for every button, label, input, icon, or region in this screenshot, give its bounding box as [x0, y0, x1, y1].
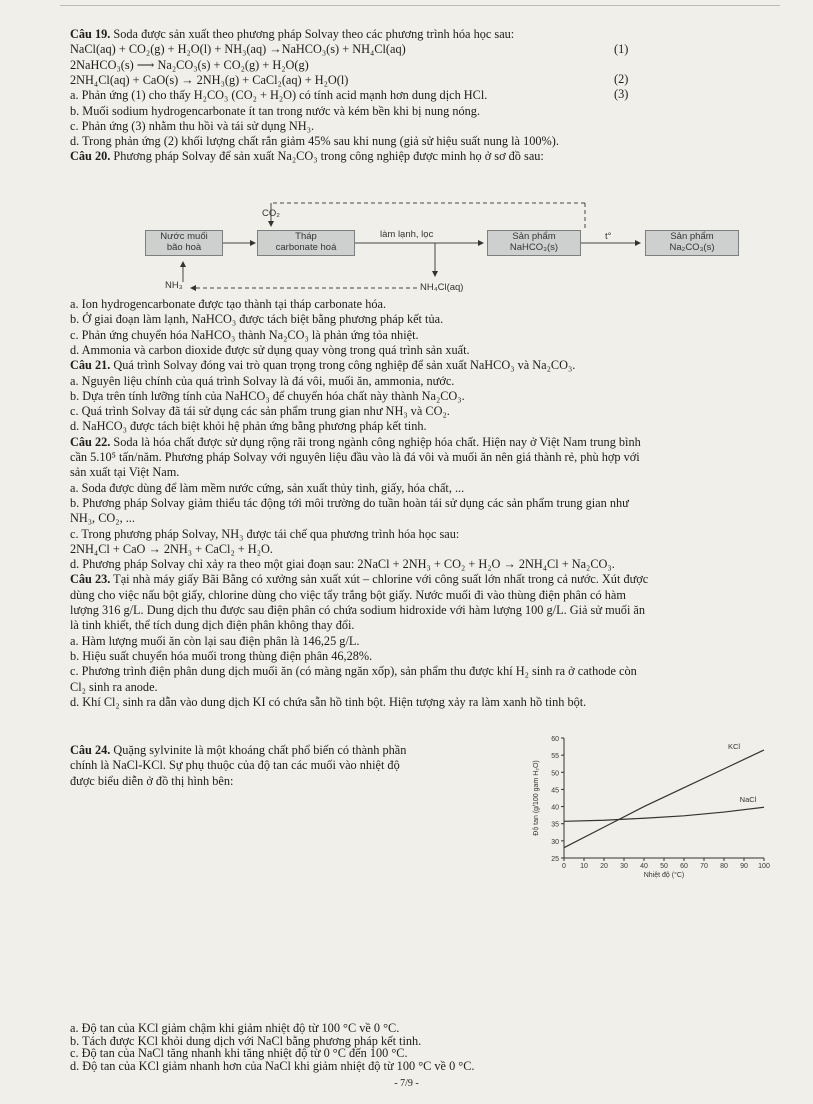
x-tick-label: 50: [660, 863, 668, 870]
x-tick-label: 70: [700, 863, 708, 870]
x-tick-label: 90: [740, 863, 748, 870]
text-line: 2NaHCO₃(s) ⟶ Na₂CO₃(s) + CO₂(g) + H₂O(g): [70, 57, 309, 72]
text-line: 2NH₄Cl(aq) + CaO(s) → 2NH₃(g) + CaCl₂(aq) + H₂O(l): [70, 72, 349, 87]
question-text: Phương pháp Solvay để sản xuất Na₂CO₃ trong công nghiệp được minh họ ở sơ đồ sau:: [110, 149, 544, 164]
series-label-kcl: KCl: [727, 742, 741, 752]
series-line-nacl: [564, 807, 764, 821]
text-line: [70, 358, 575, 373]
x-tick-label: 20: [600, 863, 608, 870]
question-text: Soda là hóa chất được sử dụng rộng rãi trong ngành công nghiệp hóa chất. Hiện nay ở Việt Nam trung bình: [110, 434, 641, 449]
text-line: a. Độ tan của KCl giảm chậm khi giảm nhiệt độ từ 100 °C về 0 °C.: [70, 1021, 400, 1035]
text-line: d. Độ tan của KCl giảm nhanh hơn của NaCl khi giảm nhiệt độ từ 100 °C về 0 °C.: [70, 1058, 475, 1073]
text-line: c. Phương trình điện phân dung dịch muối ăn (có màng ngăn xốp), sản phẩm thu được khí H₂ sinh ra ở cathode còn: [70, 664, 637, 679]
box-nahco3: [487, 230, 581, 256]
x-tick-label: 0: [562, 863, 566, 870]
text-line: d. NaHCO₃ được tách biệt khỏi hệ phản ứng bằng phương pháp kết tinh.: [70, 419, 427, 434]
text-line: sản xuất tại Việt Nam.: [70, 465, 180, 480]
text-line: c. Phản ứng (3) nhằm thu hồi và tái sử dụng NH₃.: [70, 118, 315, 133]
y-tick-label: 50: [551, 770, 559, 778]
x-tick-label: 30: [620, 863, 628, 870]
text-line: [70, 743, 406, 758]
box-na2co3-line1: Sản phẩm: [670, 231, 714, 242]
text-line: [70, 435, 641, 450]
y-axis-label: Độ tan (g/100 gam H₂O): [533, 760, 540, 836]
box-na2co3-line2: Na₂CO₃(s): [669, 242, 715, 253]
question-text: Quá trình Solvay đóng vai trò quan trọng trong công nghiệp để sản xuất NaHCO₃ và Na₂CO₃.: [110, 358, 576, 373]
box-tower-line1: Tháp: [295, 231, 317, 242]
y-tick-label: 60: [551, 736, 559, 743]
text-line: a. Ion hydrogencarbonate được tạo thành tại tháp carbonate hóa.: [70, 297, 387, 311]
y-tick-label: 35: [551, 821, 559, 829]
text-line: dùng cho việc nấu bột giấy, chlorine dùng cho việc tẩy trắng bột giấy. Nước muối đi vào thùng điện phân có hàm: [70, 587, 626, 602]
text-line: được biểu diễn ở đồ thị hình bên:: [70, 773, 234, 788]
nh4cl-label: NH₄Cl(aq): [420, 282, 464, 293]
question-label: Câu 20.: [70, 149, 111, 164]
x-tick-label: 100: [758, 863, 770, 870]
question-label: Câu 24.: [70, 743, 111, 757]
text-line: a. Nguyên liệu chính của quá trình Solvay là đá vôi, muối ăn, ammonia, nước.: [70, 373, 455, 388]
question-text: Quặng sylvinite là một khoáng chất phổ biến có thành phần: [110, 743, 407, 757]
co2-label: CO₂: [262, 208, 280, 219]
text-line: b. Phương pháp Solvay giảm thiểu tác động tới môi trường do tuần hoàn tái sử dụng các sản phẩm trung gian như: [70, 495, 629, 510]
eq-number-2: (2): [614, 72, 629, 86]
box-brine-line2: bão hoà: [166, 242, 202, 253]
series-line-kcl: [564, 750, 764, 848]
question-text: Tại nhà máy giấy Bãi Bằng có xưởng sản xuất xút – chlorine với công suất lớn nhất trong cả nước. Xút được: [110, 572, 649, 587]
text-line: chính là NaCl-KCl. Sự phụ thuộc của độ tan các muối vào nhiệt độ: [70, 758, 400, 773]
question-label: Câu 23.: [70, 572, 111, 587]
text-line: 2NH₄Cl + CaO → 2NH₃ + CaCl₂ + H₂O.: [70, 541, 273, 556]
box-tower-line2: carbonate hoá: [275, 242, 337, 253]
x-tick-label: 60: [680, 863, 688, 870]
text-line: [70, 572, 648, 587]
text-line: b. Hiệu suất chuyển hóa muối trong thùng điện phân 46,28%.: [70, 648, 373, 663]
text-line: Cl₂ sinh ra anode.: [70, 679, 158, 694]
x-tick-label: 10: [580, 863, 588, 870]
nh3-label: NH₃: [165, 280, 183, 291]
text-line: d. Khí Cl₂ sinh ra dẫn vào dung dịch KI có chứa sẵn hồ tinh bột. Hiện tượng xảy ra làm xanh hồ tinh bột.: [70, 694, 587, 709]
y-tick-label: 55: [551, 753, 559, 761]
box-nahco3-line2: NaHCO₃(s): [509, 242, 559, 253]
top-rule: [60, 5, 780, 6]
solubility-chart: [530, 732, 780, 882]
x-tick-label: 80: [720, 863, 728, 870]
text-line: b. Muối sodium hydrogencarbonate ít tan trong nước và kém bền khi bị nung nóng.: [70, 103, 481, 118]
y-tick-label: 25: [551, 856, 559, 863]
text-line: a. Soda được dùng để làm mềm nước cứng, sản xuất thủy tinh, giấy, hóa chất, ...: [70, 480, 465, 495]
eq-number-3: (3): [614, 87, 629, 101]
text-line: cần 5.10⁵ tấn/năm. Phương pháp Solvay với nguyên liệu đầu vào là đá vôi và muối ăn nên giá thành rẻ, phù hợp với: [70, 450, 640, 464]
text-line: c. Trong phương pháp Solvay, NH₃ được tái chế qua phương trình hóa học sau:: [70, 526, 460, 541]
box-na2co3: [645, 230, 739, 256]
question-label: Câu 22.: [70, 434, 111, 449]
text-line: d. Ammonia và carbon dioxide được sử dụng quay vòng trong quá trình sản xuất.: [70, 342, 470, 357]
box-nahco3-line1: Sản phẩm: [512, 231, 556, 242]
text-line: NaCl(aq) + CO₂(g) + H₂O(l) + NH₃(aq) →NaHCO₃(s) + NH₄Cl(aq): [70, 42, 406, 57]
y-tick-label: 45: [551, 787, 559, 795]
text-line: [70, 149, 544, 164]
text-line: NH₃, CO₂, ...: [70, 511, 135, 526]
text-line: d. Phương pháp Solvay chỉ xảy ra theo một giai đoạn sau: 2NaCl + 2NH₃ + CO₂ + H₂O → 2NH₄Cl + Na₂CO₃.: [70, 557, 615, 572]
box-brine-line1: Nước muối: [160, 231, 208, 242]
text-line: b. Tách được KCl khỏi dung dịch với NaCl bằng phương pháp kết tinh.: [70, 1033, 422, 1048]
x-axis-label: Nhiệt độ (°C): [643, 872, 685, 879]
text-line: a. Phản ứng (1) cho thấy H₂CO₃ (CO₂ + H₂O) có tính acid mạnh hơn dung dịch HCl.: [70, 88, 488, 103]
text-line: là tinh khiết, thể tích dung dịch điện phân không thay đổi.: [70, 618, 355, 633]
question-label: Câu 19.: [70, 27, 111, 41]
solvay-flow-diagram: [135, 198, 755, 298]
text-line: a. Hàm lượng muối ăn còn lại sau điện phân là 146,25 g/L.: [70, 633, 360, 648]
text-line: lượng 316 g/L. Dung dịch thu được sau điện phân có chứa sodium hidroxide với hàm lượng 100 g/L. Giả sử muối ăn: [70, 603, 646, 617]
series-label-nacl: NaCl: [739, 795, 757, 804]
y-tick-label: 30: [551, 838, 559, 846]
box-carbonation-tower: [257, 230, 355, 256]
cooling-filter-label: làm lạnh, lọc: [380, 229, 434, 240]
eq-number-1: (1): [614, 42, 629, 56]
text-line: c. Quá trình Solvay đã tái sử dụng các sản phẩm trung gian như NH₃ và CO₂.: [70, 404, 450, 419]
text-line: d. Trong phản ứng (2) khối lượng chất rắn giảm 45% sau khi nung (giả sử hiệu suất nung là 100%).: [70, 134, 559, 149]
text-line: b. Dựa trên tính lưỡng tính của NaHCO₃ để chuyển hóa chất này thành Na₂CO₃.: [70, 388, 465, 403]
question-label: Câu 21.: [70, 358, 111, 373]
text-line: c. Phản ứng chuyển hóa NaHCO₃ thành Na₂CO₃ là phản ứng tỏa nhiệt.: [70, 327, 419, 342]
text-line: [70, 27, 514, 42]
box-brine: [145, 230, 223, 256]
heat-label: t°: [605, 231, 612, 242]
x-tick-label: 40: [640, 863, 648, 870]
question-text: Soda được sản xuất theo phương pháp Solvay theo các phương trình hóa học sau:: [110, 27, 515, 41]
text-line: c. Độ tan của NaCl tăng nhanh khi tăng nhiệt độ từ 0 °C đến 100 °C.: [70, 1046, 408, 1061]
page-number: - 7/9 -: [394, 1078, 419, 1089]
text-line: b. Ở giai đoạn làm lạnh, NaHCO₃ được tách biệt bằng phương pháp kết tủa.: [70, 312, 444, 327]
y-tick-label: 40: [551, 804, 559, 812]
